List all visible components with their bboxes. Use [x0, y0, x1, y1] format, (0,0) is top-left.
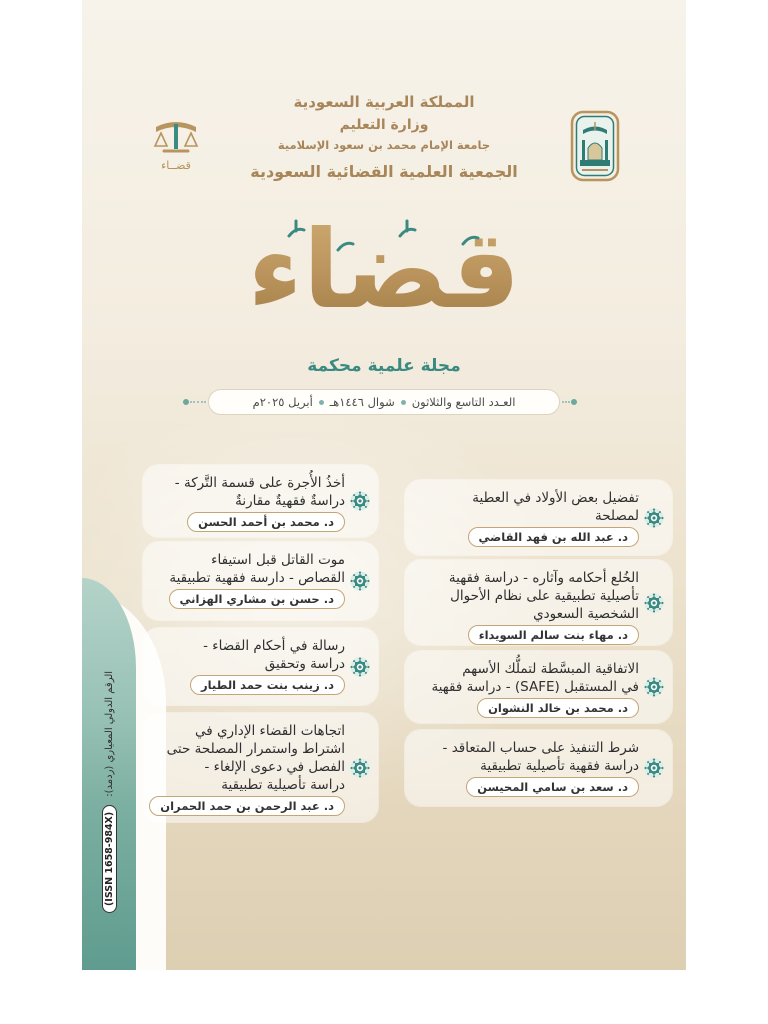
- rosette-icon: [350, 491, 370, 511]
- rosette-icon: [350, 571, 370, 591]
- article-title-line: الاتفاقية المبسَّطة لتملُّك الأسهم: [462, 661, 639, 677]
- article-title-line: القصاص - دارسة فقهية تطبيقية: [169, 570, 345, 586]
- university-name: جامعة الإمام محمد بن سعود الإسلامية: [277, 138, 491, 152]
- article-title-line: في المستقبل (SAFE) - دراسة فقهية: [431, 679, 639, 695]
- article-title-line: الخُلع أحكامه وآثاره - دراسة فقهية: [448, 570, 639, 586]
- rosette-icon: [644, 758, 664, 778]
- gregorian-date: أبريل ٢٠٢٥م: [252, 395, 313, 409]
- issue-info-pill: [208, 389, 560, 415]
- pill-end-dot: [571, 399, 577, 405]
- article-card: [405, 651, 672, 723]
- ministry-name: وزارة التعليم: [339, 117, 429, 133]
- journal-logo-caption: قضــاء: [161, 159, 191, 172]
- article-author: د. محمد بن أحمد الحسن: [187, 512, 345, 532]
- article-title-line: الشخصية السعودي: [533, 606, 639, 622]
- article-author: د. محمد بن خالد النشوان: [477, 698, 639, 718]
- country-name: المملكة العربية السعودية: [293, 93, 475, 111]
- issn-label: الرقم الدولي المعياري (ردمد):: [103, 670, 115, 797]
- pill-dotted-line: [190, 401, 206, 403]
- rosette-icon: [350, 657, 370, 677]
- separator-dot: [401, 400, 406, 405]
- article-card: [405, 560, 672, 645]
- article-title-line: اتجاهات القضاء الإداري في: [194, 723, 345, 739]
- article-card: [405, 730, 672, 806]
- article-card: [143, 713, 378, 822]
- article-title-line: شرط التنفيذ على حساب المتعاقد -: [442, 740, 639, 756]
- article-title-line: رسالة في أحكام القضاء -: [203, 638, 345, 654]
- article-card: [143, 628, 378, 705]
- title-ornament-marks: [262, 205, 512, 355]
- separator-dot: [319, 400, 324, 405]
- rosette-icon: [644, 593, 664, 613]
- issue-number: العـدد التاسع والثلاثون: [411, 395, 516, 409]
- journal-title: قضاء: [232, 196, 536, 346]
- article-title-line: دراسة فقهية تأصيلية تطبيقية: [480, 758, 639, 774]
- rosette-icon: [644, 677, 664, 697]
- article-title-line: دراسة وتحقيق: [264, 656, 345, 672]
- article-title-line: الفصل في دعوى الإلغاء -: [204, 759, 345, 775]
- article-card: [405, 480, 672, 555]
- pill-dotted-line: [562, 401, 570, 403]
- rosette-icon: [644, 508, 664, 528]
- issn-value: (ISSN 1658-984X): [102, 805, 117, 913]
- rosette-icon: [350, 758, 370, 778]
- journal-subtitle: مجلة علمية محكمة: [307, 356, 461, 376]
- article-title-line: تأصيلية تطبيقية على نظام الأحوال: [450, 588, 639, 604]
- article-author: د. عبد الرحمن بن حمد الحمران: [149, 796, 345, 816]
- article-title-line: أخذُ الأُجرة على قسمة التَّركة -: [174, 475, 345, 491]
- article-title-line: تفضيل بعض الأولاد في العطية: [472, 490, 639, 506]
- society-name: الجمعية العلمية القضائية السعودية: [250, 162, 518, 181]
- article-title-line: دراسةٌ فقهيةٌ مقارنةٌ: [235, 493, 345, 509]
- article-title-line: موت القاتل قبل استيفاء: [211, 552, 345, 568]
- article-author: د. سعد بن سامي المحيسن: [466, 777, 639, 797]
- article-title-line: اشتراط واستمرار المصلحة حتى: [166, 741, 345, 757]
- article-card: [143, 465, 378, 537]
- hijri-date: شوال ١٤٤٦هـ: [329, 395, 395, 409]
- article-title-line: دراسة تأصيلية تطبيقية: [221, 777, 345, 793]
- journal-cover: [82, 0, 686, 970]
- issn-block: [98, 670, 120, 908]
- article-author: د. عبد الله بن فهد القاضي: [468, 527, 639, 547]
- article-author: د. مهاء بنت سالم السويداء: [468, 625, 639, 645]
- article-author: د. زينب بنت حمد الطيار: [190, 675, 345, 695]
- article-author: د. حسن بن مشاري الهزاني: [169, 589, 346, 609]
- article-card: [143, 542, 378, 620]
- pill-end-dot: [183, 399, 189, 405]
- article-title-line: لمصلحة: [594, 508, 639, 524]
